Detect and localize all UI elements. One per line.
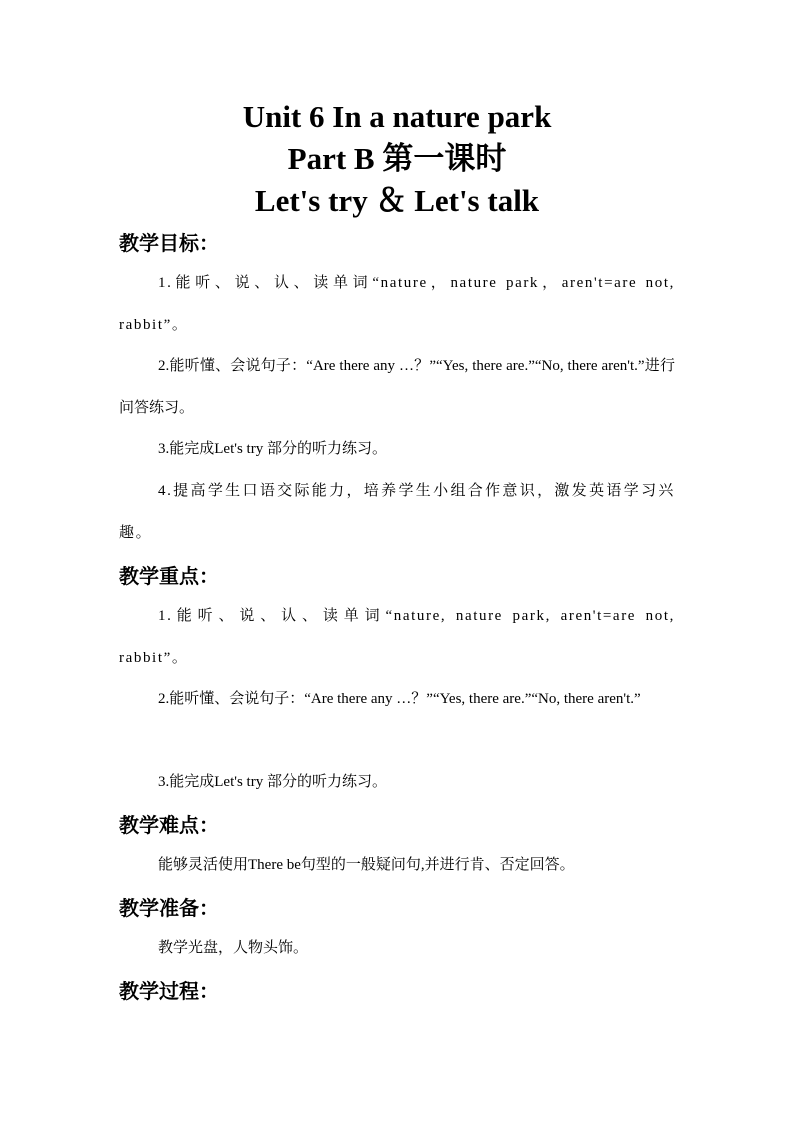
objective-item-2: 2.能听懂、会说句子：“Are there any …？”“Yes, there are.”“No, there aren't.”进行问答练习。 xyxy=(119,358,675,416)
preparation-heading: 教学准备： xyxy=(119,896,219,920)
key-point-item-3: 3.能完成Let's try 部分的听力练习。 xyxy=(158,774,387,790)
preparation-item-1: 教学光盘，人物头饰。 xyxy=(158,940,309,956)
process-heading: 教学过程： xyxy=(119,979,219,1003)
title-lesson: Let's try ＆ Let's talk xyxy=(254,183,540,218)
objective-item-4: 4.提高学生口语交际能力，培养学生小组合作意识，激发英语学习兴趣。 xyxy=(119,483,675,541)
objective-item-1: 1.能听、说、认、读单词“nature，nature park，aren't=are not, rabbit”。 xyxy=(119,275,675,333)
key-point-item-1: 1.能听、说、认、读单词“nature, nature park, aren't=are not, rabbit”。 xyxy=(119,608,675,666)
difficulties-heading: 教学难点： xyxy=(119,813,219,837)
title-unit: Unit 6 In a nature park xyxy=(242,99,552,134)
difficulty-item-1: 能够灵活使用There be句型的一般疑问句,并进行肯、否定回答。 xyxy=(158,857,575,873)
objectives-heading: 教学目标： xyxy=(119,231,219,255)
key-point-item-2: 2.能听懂、会说句子：“Are there any …？”“Yes, there are.”“No, there aren't.” xyxy=(158,691,641,707)
objective-item-3: 3.能完成Let's try 部分的听力练习。 xyxy=(158,441,387,457)
document-title xyxy=(0,96,794,222)
title-part: Part B 第一课时 xyxy=(287,141,507,176)
key-points-heading: 教学重点： xyxy=(119,564,219,588)
